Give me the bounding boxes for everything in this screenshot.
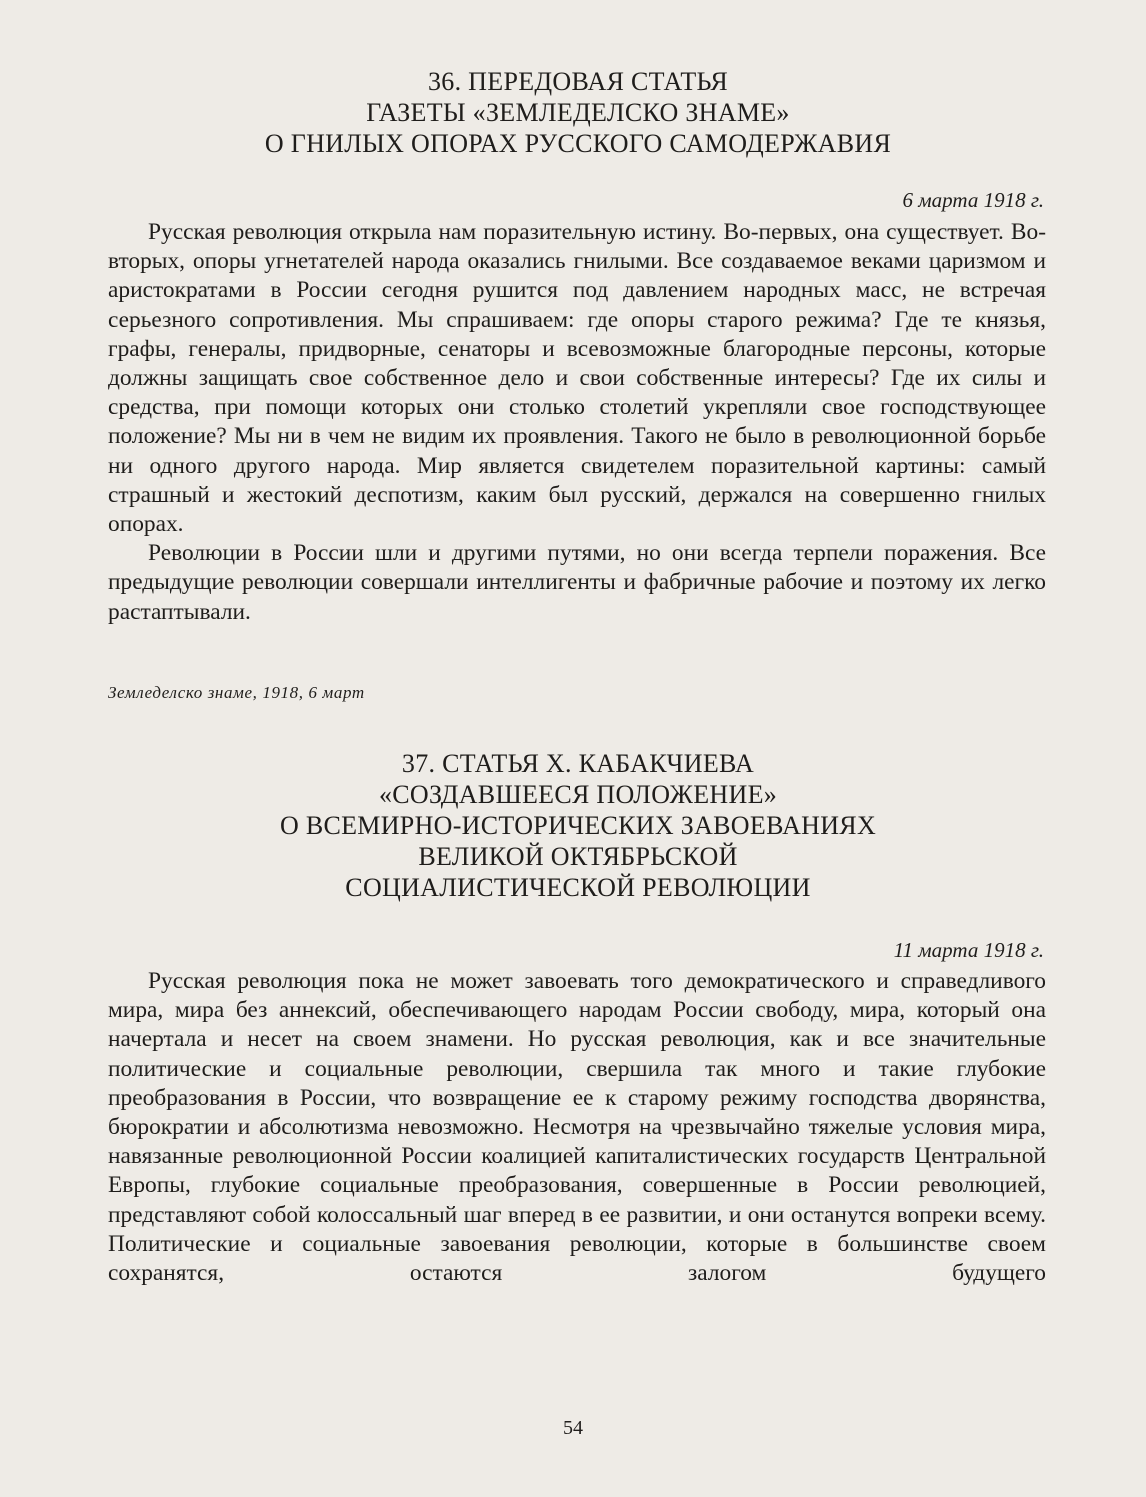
heading-line: 36. ПЕРЕДОВАЯ СТАТЬЯ <box>427 67 729 96</box>
article-36-body <box>108 218 1046 627</box>
heading-line: О ВСЕМИРНО-ИСТОРИЧЕСКИХ ЗАВОЕВАНИЯХ <box>279 811 877 840</box>
heading-line: ГАЗЕТЫ «ЗЕМЛЕДЕЛСКО ЗНАМЕ» <box>366 98 790 127</box>
heading-line: СОЦИАЛИСТИЧЕСКОЙ РЕВОЛЮЦИИ <box>345 873 811 902</box>
heading-line: 37. СТАТЬЯ Х. КАБАКЧИЕВА <box>401 749 755 778</box>
paragraph: Русская революция открыла нам поразительную истину. Во-первых, она существует. Во-вторых, опоры угнетателей народа оказались гнилыми. Все создаваемое веками царизмом и аристократами в России сегодня рушится под давлением народных масс, не встречая серьезного сопротивления. Мы спрашиваем: где опоры старого режима? Где те князья, графы, генералы, придворные, сенаторы и всевозможные благородные персоны, которые должны защищать свое собственное дело и свои собственные интересы? Где их силы и средства, при помощи которых они столько столетий укрепляли свое господствующее положение? Мы ни в чем не видим их проявления. Такого не было в революционной борьбе ни одного другого народа. Мир является свидетелем поразительной картины: самый страшный и жестокий деспотизм, каким был русский, держался на совершенно гнилых опорах. <box>108 219 1046 538</box>
heading-line: О ГНИЛЫХ ОПОРАХ РУССКОГО САМОДЕРЖАВИЯ <box>264 129 892 158</box>
heading-line: ВЕЛИКОЙ ОКТЯБРЬСКОЙ <box>418 842 738 871</box>
article-37-body <box>108 967 1046 1288</box>
article-37-date: 11 марта 1918 г. <box>893 938 1044 962</box>
article-36-heading <box>108 66 1048 159</box>
article-36-source: Земледелско знаме, 1918, 6 март <box>108 683 365 702</box>
article-37-heading <box>108 748 1048 903</box>
page-number: 54 <box>563 1417 583 1439</box>
article-36-date: 6 марта 1918 г. <box>902 188 1044 212</box>
heading-line: «СОЗДАВШЕЕСЯ ПОЛОЖЕНИЕ» <box>378 780 778 809</box>
paragraph: Русская революция пока не может завоевать того демократического и справедливого мира, мира без аннексий, обеспечивающего народам России свободу, мира, который она начертала и несет на своем знамени. Но русская революция, как и все значительные политические и социальные революции, свершила так много и такие глубокие преобразования в России, что возвращение ее к старому режиму господства дворянства, бюрократии и абсолютизма невозможно. Несмотря на чрезвычайно тяжелые условия мира, навязанные революционной России коалицией капиталистических государств Центральной Европы, глубокие социальные преобразования, совершенные в России революцией, представляют собой колоссальный шаг вперед в ее развитии, и они останутся вопреки всему. Политические и социальные завоевания революции, которые в большинстве своем сохранятся, остаются залогом будущего <box>108 968 1046 1287</box>
paragraph: Революции в России шли и другими путями, но они всегда терпели поражения. Все предыдущие революции совершали интеллигенты и фабричные рабочие и поэтому их легко растаптывали. <box>108 540 1046 625</box>
